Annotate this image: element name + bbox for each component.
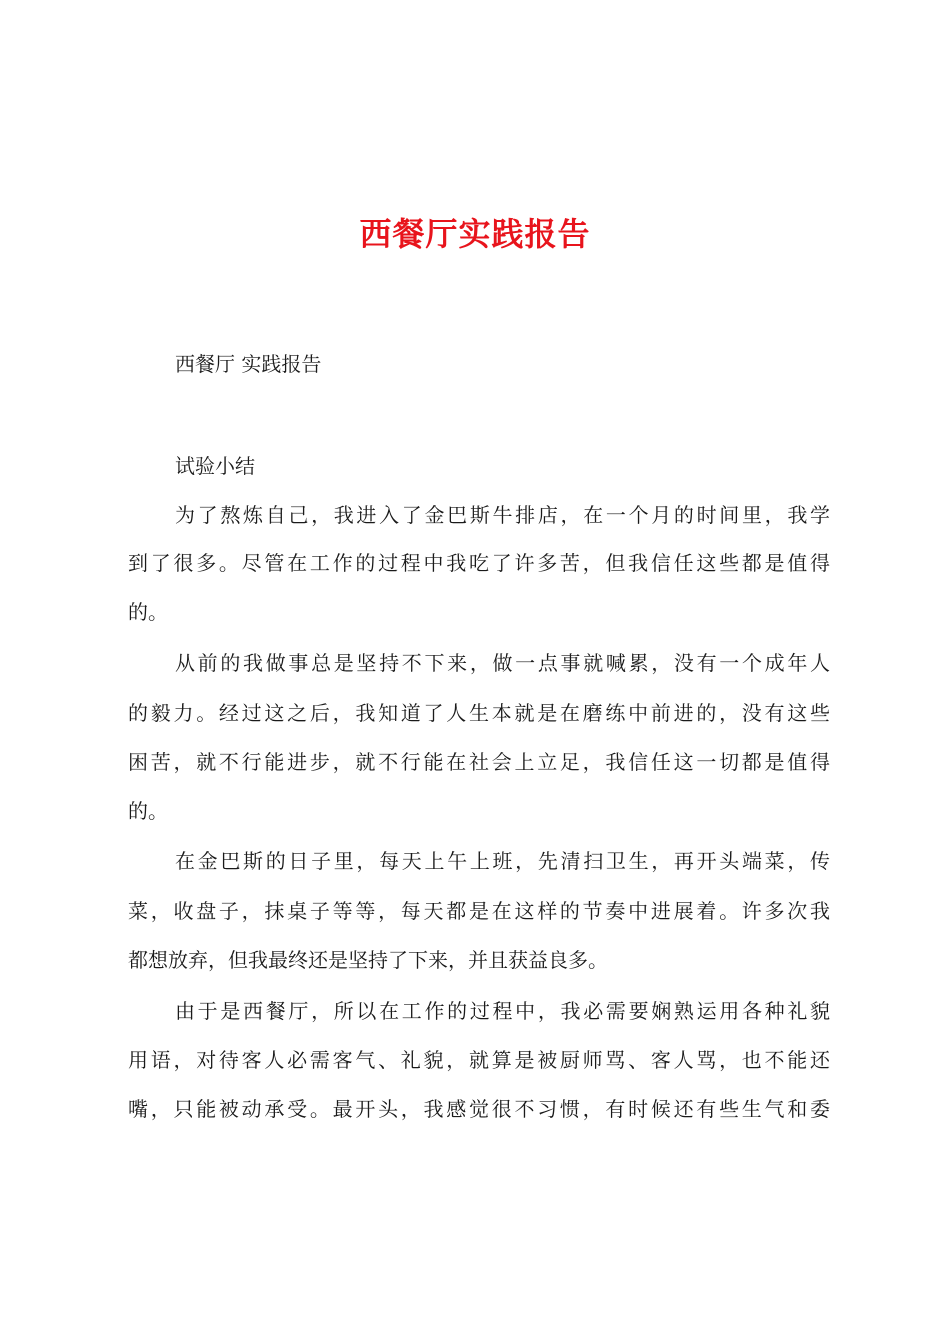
paragraph-line: 到了很多。尽管在工作的过程中我吃了许多苦，但我信任这些都是值得 (128, 551, 830, 575)
document-title: 西餐厅实践报告 (359, 215, 591, 253)
paragraph-line: 为了熬炼自己，我进入了金巴斯牛排店，在一个月的时间里，我学 (175, 503, 830, 527)
paragraph-line: 的。 (128, 600, 168, 624)
paragraph-line: 的毅力。经过这之后，我知道了人生本就是在磨练中前进的，没有这些 (128, 701, 830, 725)
paragraph-line: 在金巴斯的日子里，每天上午上班，先清扫卫生，再开头端菜，传 (175, 849, 830, 873)
paragraph-line: 困苦，就不行能进步，就不行能在社会上立足，我信任这一切都是值得 (128, 750, 830, 774)
paragraph-line: 嘴，只能被动承受。最开头，我感觉很不习惯，有时候还有些生气和委 (128, 1097, 830, 1121)
paragraph-line: 由于是西餐厅，所以在工作的过程中，我必需要娴熟运用各种礼貌 (175, 999, 830, 1023)
paragraph-line: 用语，对待客人必需客气、礼貌，就算是被厨师骂、客人骂，也不能还 (128, 1048, 830, 1072)
document-subtitle: 西餐厅 实践报告 (175, 352, 322, 376)
paragraph-line: 从前的我做事总是坚持不下来，做一点事就喊累，没有一个成年人 (175, 651, 830, 675)
paragraph-line: 的。 (128, 799, 168, 823)
paragraph-line: 菜，收盘子，抹桌子等等，每天都是在这样的节奏中进展着。许多次我 (128, 899, 830, 923)
paragraph-line: 都想放弃，但我最终还是坚持了下来，并且获益良多。 (128, 948, 608, 972)
section-heading: 试验小结 (175, 454, 255, 478)
